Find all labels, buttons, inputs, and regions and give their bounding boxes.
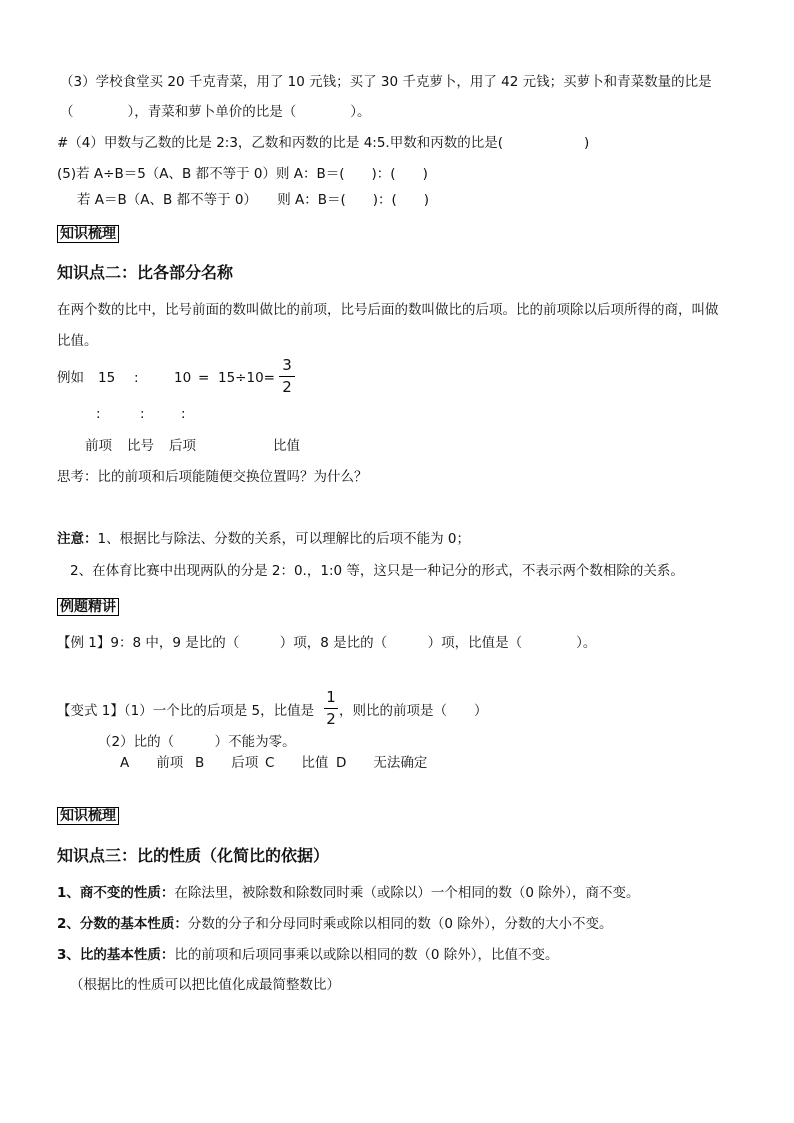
q5-line2: 若 A＝B（A、B 都不等于 0） 则 A：B＝( )：( ) <box>77 192 430 208</box>
q3-line1: （3）学校食堂买 20 千克青菜，用了 10 元钱；买了 30 千克萝卜，用了 42 元钱；买萝卜和青菜数量的比是 <box>60 74 712 90</box>
variant-1-tail: ，则比的前项是（ ） <box>339 703 488 719</box>
example-antecedent: 15 <box>98 370 116 386</box>
note-line1 <box>57 533 470 547</box>
section-tag-knowledge: 知识梳理 <box>57 225 119 243</box>
q3-line2: （ ），青菜和萝卜单价的比是（ ）。 <box>60 104 371 120</box>
example-colon: : <box>134 370 139 386</box>
variant-2-line: （2）比的（ ）不能为零。 <box>98 734 296 750</box>
term-ratio-value: 比值 <box>273 438 300 454</box>
section-title-parts: 知识点二：比各部分名称 <box>57 263 234 282</box>
fraction-denominator: 2 <box>282 378 292 396</box>
property-1 <box>57 887 640 901</box>
note-line2: 2、在体育比赛中出现两队的分是 2：0.，1:0 等，这只是一种记分的形式，不表示两个数相除的关系。 <box>70 563 684 579</box>
example-pointer-3: : <box>181 406 186 422</box>
property-3-text: 比的前项和后项同事乘以或除以相同的数（0 除外），比值不变。 <box>174 947 559 963</box>
definition-line2: 比值。 <box>57 333 98 349</box>
fraction-numerator: 3 <box>282 356 292 374</box>
option-b: B 后项 <box>195 755 259 771</box>
variant-1-line <box>57 705 314 719</box>
option-a: A 前项 <box>120 755 184 771</box>
note-text-1: 1、根据比与除法、分数的关系，可以理解比的后项不能为 0； <box>97 531 470 547</box>
property-3-label: 3、比的基本性质： <box>57 947 175 963</box>
fraction-bar <box>279 376 295 377</box>
variant-fraction-denominator: 2 <box>326 710 336 728</box>
example-label: 例如 <box>57 370 84 386</box>
example-division: 15÷10= <box>218 370 275 386</box>
variant-1-text: （1）一个比的后项是 5，比值是 <box>123 703 315 719</box>
example-1-line <box>57 637 596 651</box>
property-1-text: 在除法里，被除数和除数同时乘（或除以）一个相同的数（0 除外），商不变。 <box>174 885 640 901</box>
definition-line1: 在两个数的比中，比号前面的数叫做比的前项，比号后面的数叫做比的后项。比的前项除以后项所得的商，叫做 <box>57 302 719 318</box>
note-label: 注意： <box>57 531 98 547</box>
property-remark: （根据比的性质可以把比值化成最简整数比） <box>70 977 340 993</box>
variant-fraction-numerator: 1 <box>326 688 336 706</box>
variant-fraction <box>324 690 338 727</box>
term-antecedent: 前项 <box>85 438 112 454</box>
example-1-label: 【例 1】 <box>57 635 111 651</box>
example-consequent: 10 <box>174 370 192 386</box>
property-2-label: 2、分数的基本性质： <box>57 916 188 932</box>
example-pointer-1: : <box>96 406 101 422</box>
example-equals: = <box>198 370 210 386</box>
option-c: C 比值 <box>265 755 329 771</box>
q4-line: #（4）甲数与乙数的比是 2:3，乙数和丙数的比是 4:5.甲数和丙数的比是( ) <box>57 135 590 151</box>
variant-label: 【变式 1】 <box>57 703 124 719</box>
term-ratio-sign: 比号 <box>127 438 154 454</box>
example-fraction <box>279 358 295 395</box>
property-2-text: 分数的分子和分母同时乘或除以相同的数（0 除外），分数的大小不变。 <box>187 916 613 932</box>
variant-fraction-bar <box>324 708 338 709</box>
section-title-properties: 知识点三：比的性质（化简比的依据） <box>57 846 330 865</box>
example-1-text: 9：8 中，9 是比的（ ）项，8 是比的（ ）项，比值是（ ）。 <box>110 635 597 651</box>
example-pointer-2: : <box>140 406 145 422</box>
term-consequent: 后项 <box>169 438 196 454</box>
property-2 <box>57 918 613 932</box>
section-tag-examples: 例题精讲 <box>57 598 119 616</box>
q5-line1: (5)若 A÷B＝5（A、B 都不等于 0）则 A：B＝( )：( ) <box>57 166 428 182</box>
option-d: D 无法确定 <box>336 755 428 771</box>
property-3 <box>57 949 559 963</box>
section-tag-knowledge-2: 知识梳理 <box>57 807 119 825</box>
property-1-label: 1、商不变的性质： <box>57 885 175 901</box>
think-question: 思考：比的前项和后项能随便交换位置吗？为什么？ <box>57 469 368 485</box>
